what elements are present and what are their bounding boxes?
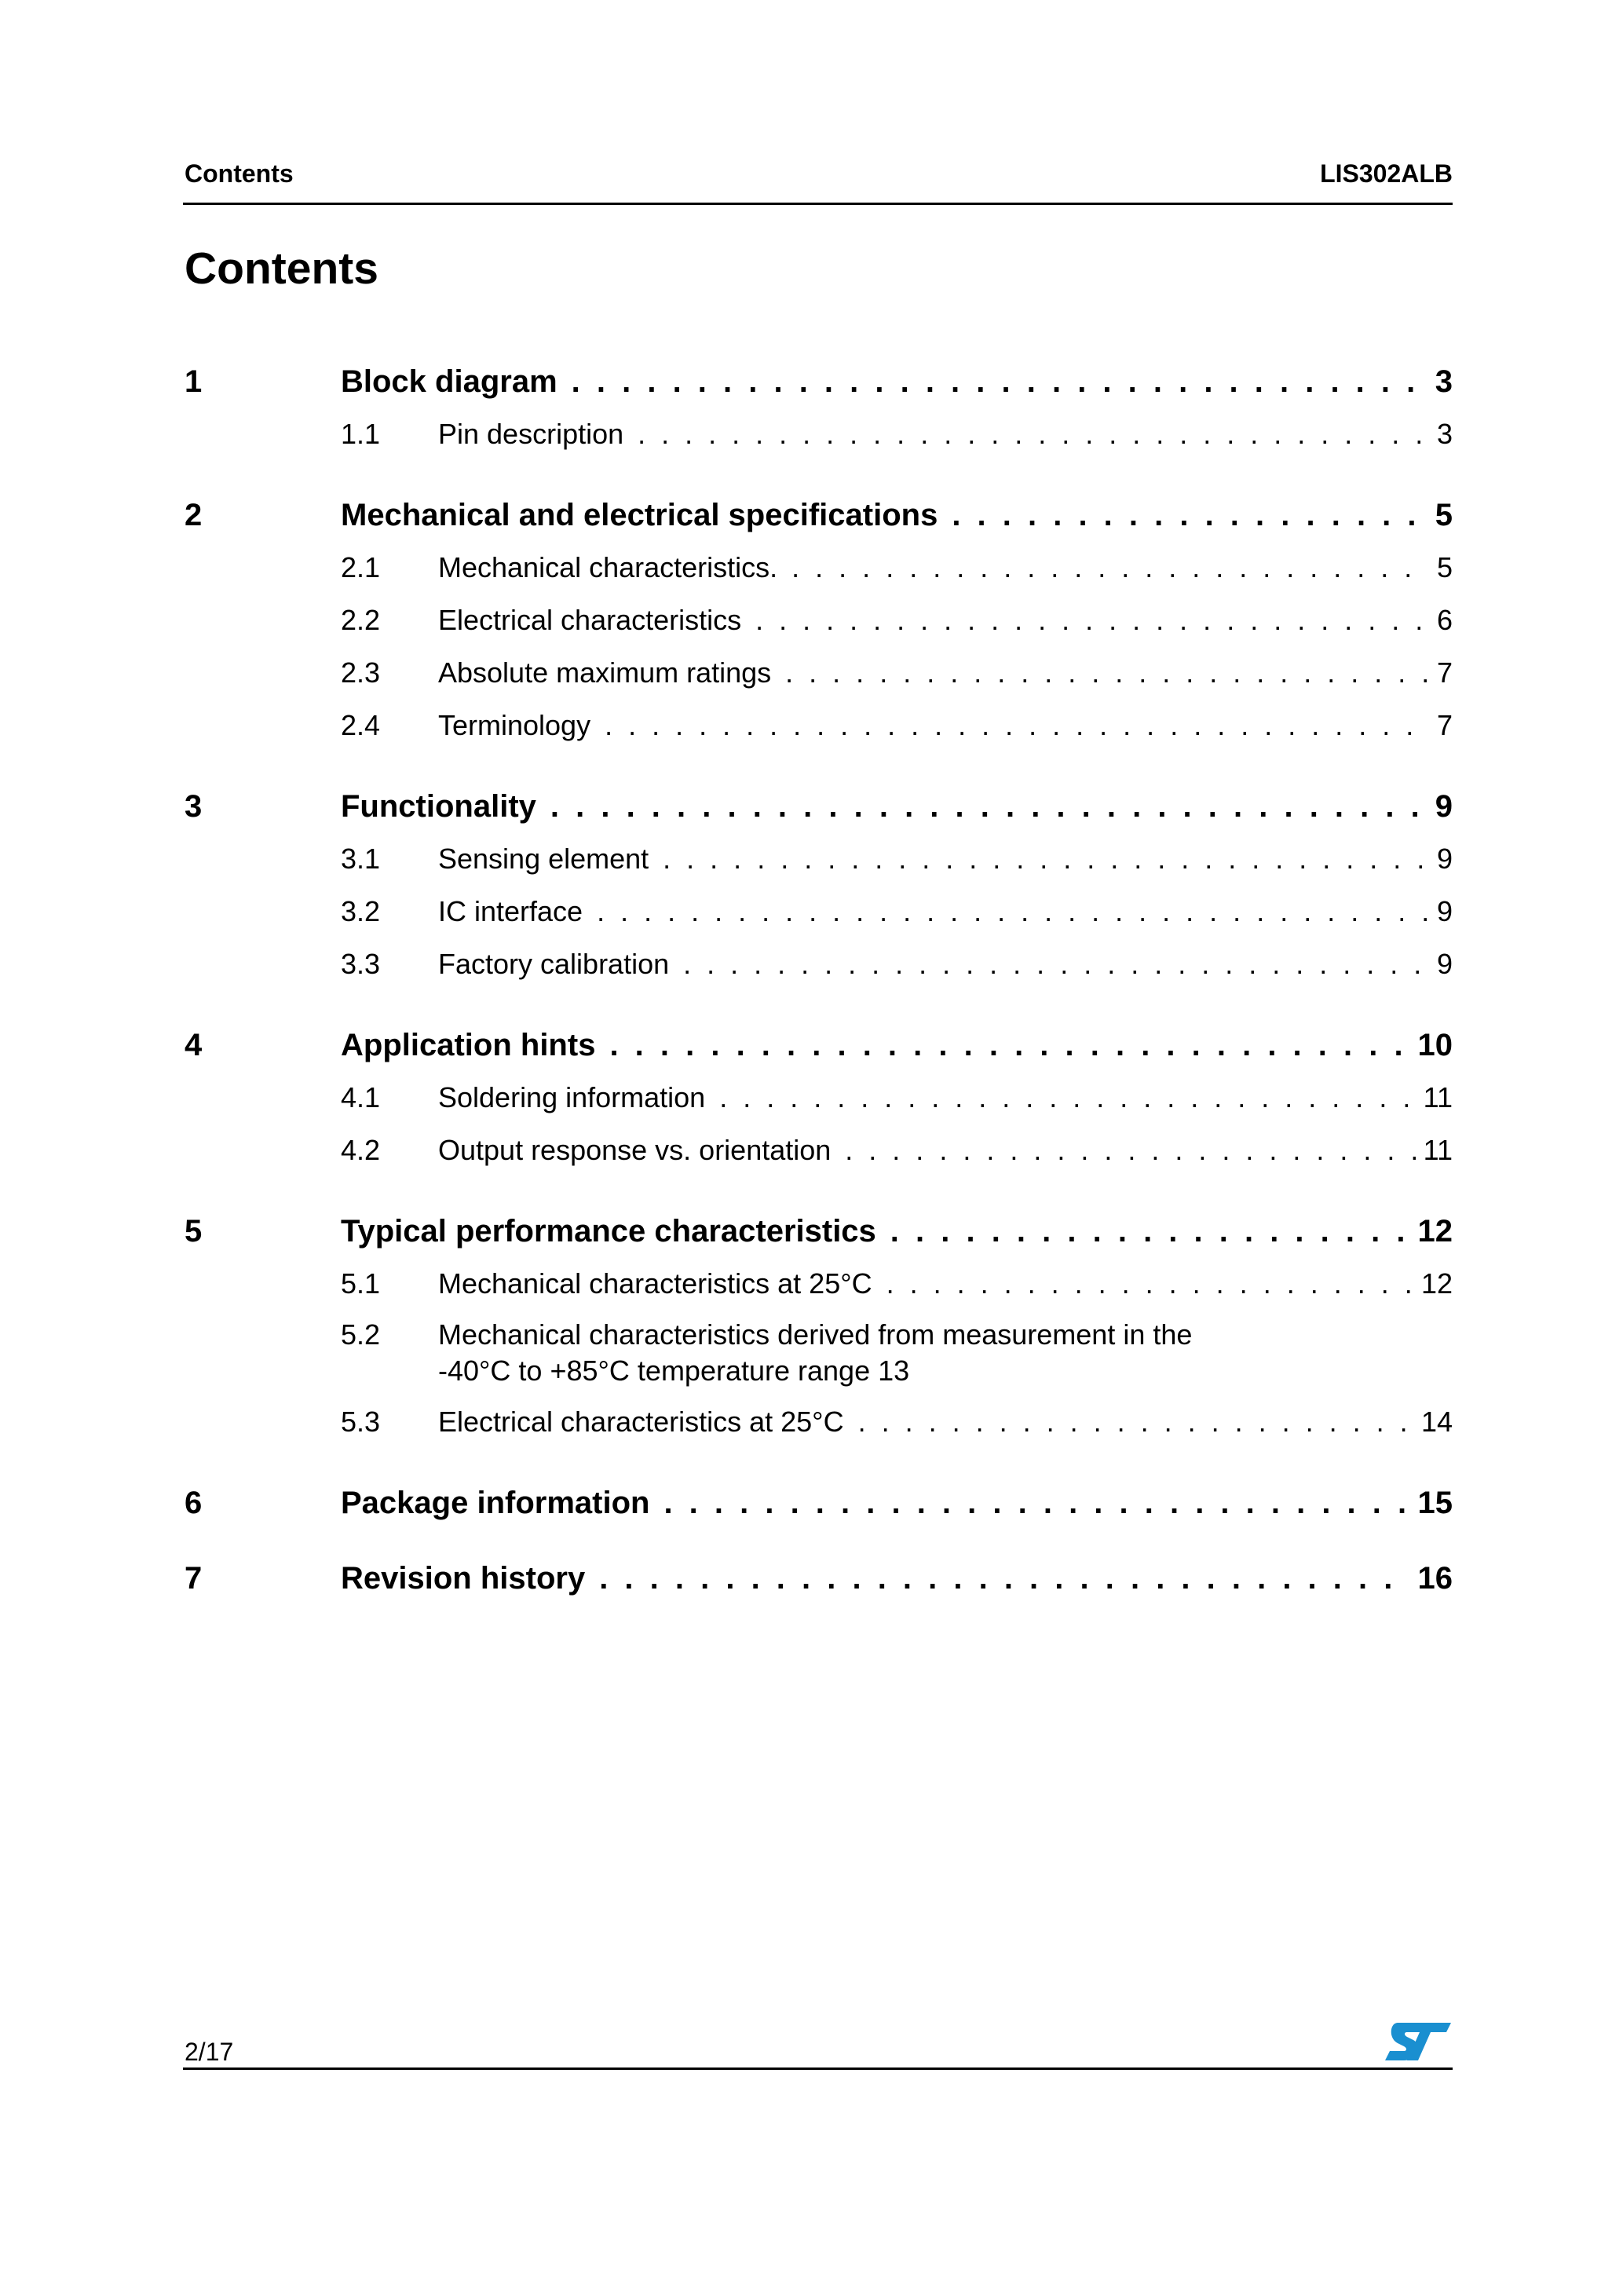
toc-subsection-number: 2.3: [341, 656, 381, 689]
toc-leader: [605, 706, 1429, 745]
toc-section-page: 16: [1417, 1561, 1453, 1596]
toc-section-entry[interactable]: [185, 495, 1453, 536]
toc-subsection-number: 4.2: [341, 1134, 381, 1166]
toc-subsection-entry[interactable]: [341, 706, 1453, 745]
toc-leader: [719, 1078, 1415, 1117]
toc-section-page: 12: [1417, 1214, 1453, 1249]
toc-section: [185, 495, 1453, 745]
toc-subsection-number: 5.1: [341, 1267, 381, 1300]
toc-section-page: 10: [1417, 1028, 1453, 1062]
toc-section-title: Typical performance characteristics: [341, 1214, 876, 1249]
toc-leader: [550, 786, 1427, 827]
toc-section: [185, 1558, 1453, 1599]
toc-subsection-entry[interactable]: [341, 415, 1453, 454]
toc-section-page: 5: [1435, 498, 1453, 532]
toc-subsection-title: Soldering information: [438, 1081, 706, 1113]
toc-subsection-number: 2.2: [341, 604, 381, 636]
toc-subsection-entry[interactable]: [341, 653, 1453, 693]
header-document-id: LIS302ALB: [1320, 159, 1453, 188]
toc-subsection-number: 3.3: [341, 948, 381, 980]
toc-section-title: Functionality: [341, 789, 536, 824]
toc-section-entry[interactable]: [185, 361, 1453, 402]
toc-subsection-page: 6: [1436, 604, 1453, 636]
toc-leader: [886, 1264, 1413, 1303]
toc-subsection-title: Mechanical characteristics.: [438, 551, 778, 583]
toc-subsection-page: 11: [1423, 1134, 1453, 1166]
toc-subsection-page: 7: [1436, 709, 1453, 741]
toc-subsection-page: 5: [1436, 551, 1453, 583]
toc-subsection-entry[interactable]: [341, 892, 1453, 931]
toc-subsection-title: Factory calibration: [438, 948, 670, 980]
toc-section-title: Block diagram: [341, 364, 557, 399]
toc-subsection-number: 3.1: [341, 843, 381, 875]
header-rule: [183, 203, 1453, 205]
toc-leader: [638, 415, 1429, 454]
toc-section: [185, 1483, 1453, 1523]
toc-section: [185, 361, 1453, 454]
table-of-contents: [185, 361, 1453, 1640]
toc-leader: [597, 892, 1429, 931]
toc-section-number: 1: [185, 364, 203, 399]
toc-leader: [663, 839, 1429, 879]
toc-subsection-entry[interactable]: [341, 1131, 1453, 1170]
toc-subsection-number: 5.2: [341, 1318, 381, 1351]
toc-leader: [785, 653, 1429, 693]
toc-subsection-title: Mechanical characteristics at 25°C: [438, 1267, 872, 1300]
toc-section-title: Package information: [341, 1486, 650, 1520]
toc-section-entry[interactable]: [185, 1558, 1453, 1599]
toc-section-entry[interactable]: [185, 1211, 1453, 1252]
toc-section-entry[interactable]: [185, 1483, 1453, 1523]
toc-section-number: 3: [185, 789, 203, 824]
toc-section-number: 5: [185, 1214, 203, 1249]
toc-leader: [663, 1483, 1409, 1523]
toc-leader: [609, 1025, 1409, 1066]
toc-subsection-page: 12: [1420, 1267, 1453, 1300]
toc-leader: [599, 1558, 1409, 1599]
toc-subsection-title: Output response vs. orientation: [438, 1134, 832, 1166]
toc-subsection-title: Terminology: [438, 709, 591, 741]
toc-subsection-page: 3: [1436, 418, 1453, 450]
page-title: Contents: [185, 243, 378, 294]
toc-subsection-number: 4.1: [341, 1081, 381, 1113]
toc-leader: [791, 548, 1429, 587]
toc-subsection-page: 9: [1436, 948, 1453, 980]
toc-subsection-entry[interactable]: [341, 1402, 1453, 1442]
toc-subsection-number: 1.1: [341, 418, 381, 450]
toc-leader: [952, 495, 1427, 536]
toc-subsection-title: Electrical characteristics at 25°C: [438, 1406, 844, 1438]
toc-section-number: 7: [185, 1561, 203, 1596]
toc-section: [185, 1025, 1453, 1170]
toc-subsection-page: 9: [1436, 843, 1453, 875]
header-section-label: Contents: [185, 159, 294, 188]
toc-subsection-title: Absolute maximum ratings: [438, 656, 772, 689]
toc-section-number: 6: [185, 1486, 203, 1520]
toc-leader: [683, 945, 1429, 984]
toc-section-title: Application hints: [341, 1028, 596, 1062]
toc-subsection-number: 5.3: [341, 1406, 381, 1438]
toc-subsection-title: IC interface: [438, 895, 583, 927]
toc-section-number: 4: [185, 1028, 203, 1062]
toc-leader: [845, 1131, 1415, 1170]
toc-subsection-page: 14: [1420, 1406, 1453, 1438]
toc-subsection-entry[interactable]: [341, 945, 1453, 984]
toc-section-page: 3: [1435, 364, 1453, 399]
toc-subsection-entry[interactable]: [341, 1078, 1453, 1117]
footer-rule: [183, 2067, 1453, 2070]
toc-section-title: Revision history: [341, 1561, 586, 1596]
toc-section-entry[interactable]: [185, 1025, 1453, 1066]
st-logo-icon: [1384, 2020, 1453, 2064]
toc-subsection-title: Mechanical characteristics derived from measurement in the -40°C to +85°C temperature range 13: [438, 1318, 1193, 1387]
toc-section-number: 2: [185, 498, 203, 532]
toc-subsection-title: Electrical characteristics: [438, 604, 742, 636]
toc-subsection-number: 2.1: [341, 551, 381, 583]
toc-subsection-number: 3.2: [341, 895, 381, 927]
toc-subsection-entry[interactable]: [341, 548, 1453, 587]
toc-subsection-number: 2.4: [341, 709, 381, 741]
toc-section-page: 9: [1435, 789, 1453, 824]
toc-subsection-title: Pin description: [438, 418, 624, 450]
toc-subsection-entry[interactable]: [341, 1317, 1453, 1389]
toc-subsection-entry[interactable]: [341, 1264, 1453, 1303]
toc-leader: [572, 361, 1427, 402]
toc-subsection-entry[interactable]: [341, 839, 1453, 879]
toc-subsection-page: 11: [1423, 1081, 1453, 1113]
toc-section: [185, 1211, 1453, 1442]
toc-leader: [755, 601, 1429, 640]
toc-section-page: 15: [1417, 1486, 1453, 1520]
toc-subsection-page: 9: [1436, 895, 1453, 927]
toc-section: [185, 786, 1453, 984]
toc-section-title: Mechanical and electrical specifications: [341, 498, 938, 532]
toc-leader: [858, 1402, 1413, 1442]
toc-section-entry[interactable]: [185, 786, 1453, 827]
toc-subsection-entry[interactable]: [341, 601, 1453, 640]
toc-subsection-page: 7: [1436, 656, 1453, 689]
toc-leader: [890, 1211, 1410, 1252]
page-number: 2/17: [185, 2038, 234, 2066]
toc-subsection-title: Sensing element: [438, 843, 649, 875]
